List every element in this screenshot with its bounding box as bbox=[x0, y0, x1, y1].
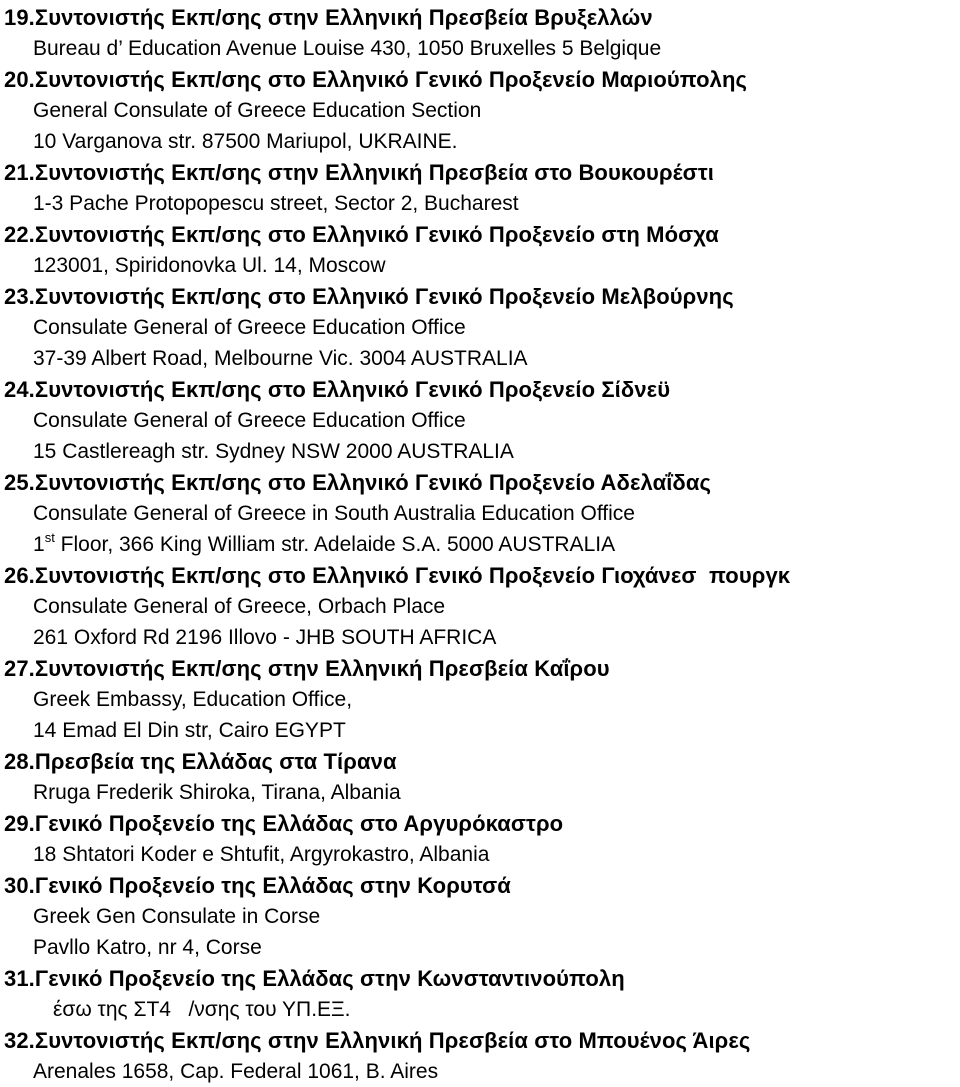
entry-heading bbox=[4, 560, 960, 591]
address-line: 18 Shtatori Koder e Shtufit, Argyrokastro, Albania bbox=[33, 843, 490, 866]
entry-title: Συντονιστής Εκπ/σης στην Ελληνική Πρεσβεία Βρυξελλών bbox=[34, 5, 653, 30]
address-entry-20 bbox=[4, 64, 960, 157]
address-line: έσω της ΣΤ4 /νσης του ΥΠ.ΕΞ. bbox=[53, 998, 351, 1021]
entry-heading bbox=[4, 467, 960, 498]
address-line: 14 Emad El Din str, Cairo EGYPT bbox=[33, 719, 346, 742]
entry-number: 19. bbox=[4, 5, 35, 30]
address-line: 261 Oxford Rd 2196 Illovo - JHB SOUTH AFRICA bbox=[33, 626, 497, 649]
entry-heading bbox=[4, 219, 960, 250]
address-line: Bureau d’ Education Avenue Louise 430, 1050 Bruxelles 5 Belgique bbox=[33, 37, 662, 60]
entry-heading bbox=[4, 1025, 960, 1056]
entry-number: 20. bbox=[4, 67, 35, 92]
entry-heading bbox=[4, 653, 960, 684]
address-line: 15 Castlereagh str. Sydney NSW 2000 AUSTRALIA bbox=[33, 440, 514, 463]
address-line: 1-3 Pache Protopopescu street, Sector 2, Bucharest bbox=[33, 192, 519, 215]
entry-title: Συντονιστής Εκπ/σης στο Ελληνικό Γενικό Προξενείο στη Μόσχα bbox=[34, 222, 719, 247]
address-line: Greek Embassy, Education Office, bbox=[33, 688, 353, 711]
address-entry-24 bbox=[4, 374, 960, 467]
entry-heading bbox=[4, 746, 960, 777]
address-line: Pavllo Katro, nr 4, Corse bbox=[33, 936, 262, 959]
entry-title: Συντονιστής Εκπ/σης στο Ελληνικό Γενικό Προξενείο Γιοχάνεσ πουργκ bbox=[34, 563, 791, 588]
address-entry-27 bbox=[4, 653, 960, 746]
address-entry-23 bbox=[4, 281, 960, 374]
floor-number: 1 bbox=[33, 533, 45, 556]
entry-number: 27. bbox=[4, 656, 35, 681]
address-line: Consulate General of Greece Education Office bbox=[33, 409, 466, 432]
entry-title: Συντονιστής Εκπ/σης στο Ελληνικό Γενικό Προξενείο Σίδνεϋ bbox=[34, 377, 671, 402]
entry-title: Γενικό Προξενείο της Ελλάδας στο Αργυρόκαστρο bbox=[34, 811, 564, 836]
entry-number: 23. bbox=[4, 284, 35, 309]
entry-heading bbox=[4, 374, 960, 405]
entry-title: Συντονιστής Εκπ/σης στο Ελληνικό Γενικό Προξενείο Μελβούρνης bbox=[34, 284, 734, 309]
address-line: 10 Varganova str. 87500 Mariupol, UKRAINE. bbox=[33, 130, 458, 153]
entry-heading bbox=[4, 963, 960, 994]
address-entry-26 bbox=[4, 560, 960, 653]
entry-title: Συντονιστής Εκπ/σης στην Ελληνική Πρεσβεία στο Βουκουρέστι bbox=[34, 160, 714, 185]
entry-title: Πρεσβεία της Ελλάδας στα Τίρανα bbox=[34, 749, 397, 774]
address-entry-28 bbox=[4, 746, 960, 808]
address-entry-25 bbox=[4, 467, 960, 560]
address-entry-30 bbox=[4, 870, 960, 963]
entry-title: Συντονιστής Εκπ/σης στην Ελληνική Πρεσβεία Καΐρου bbox=[34, 656, 610, 681]
entry-title: Γενικό Προξενείο της Ελλάδας στην Κωνσταντινούπολη bbox=[34, 966, 625, 991]
entry-heading bbox=[4, 64, 960, 95]
entry-heading bbox=[4, 157, 960, 188]
entry-heading bbox=[4, 808, 960, 839]
entry-number: 30. bbox=[4, 873, 35, 898]
address-entry-21 bbox=[4, 157, 960, 219]
entry-number: 32. bbox=[4, 1028, 35, 1053]
address-line: 37-39 Albert Road, Melbourne Vic. 3004 AUSTRALIA bbox=[33, 347, 528, 370]
address-line: Consulate General of Greece in South Australia Education Office bbox=[33, 502, 635, 525]
address-entry-32 bbox=[4, 1025, 960, 1087]
floor-address-text: Floor, 366 King William str. Adelaide S.A. 5000 AUSTRALIA bbox=[54, 533, 616, 556]
address-entry-31 bbox=[4, 963, 960, 1025]
address-line: General Consulate of Greece Education Section bbox=[33, 99, 482, 122]
entry-number: 28. bbox=[4, 749, 35, 774]
address-entry-19 bbox=[4, 2, 960, 64]
entry-title: Συντονιστής Εκπ/σης στο Ελληνικό Γενικό Προξενείο Μαριούπολης bbox=[34, 67, 748, 92]
entry-title: Γενικό Προξενείο της Ελλάδας στην Κορυτσά bbox=[34, 873, 511, 898]
address-line: Arenales 1658, Cap. Federal 1061, B. Aires bbox=[33, 1060, 439, 1083]
entry-heading bbox=[4, 281, 960, 312]
address-entry-22 bbox=[4, 219, 960, 281]
entry-heading bbox=[4, 870, 960, 901]
address-line: 123001, Spiridonovka Ul. 14, Moscow bbox=[33, 254, 386, 277]
entry-number: 29. bbox=[4, 811, 35, 836]
entry-title: Συντονιστής Εκπ/σης στην Ελληνική Πρεσβεία στο Μπουένος Άιρες bbox=[34, 1028, 751, 1053]
address-entry-29 bbox=[4, 808, 960, 870]
entry-heading bbox=[4, 2, 960, 33]
entry-number: 25. bbox=[4, 470, 35, 495]
address-line: Consulate General of Greece Education Office bbox=[33, 316, 466, 339]
entry-number: 26. bbox=[4, 563, 35, 588]
address-line: Consulate General of Greece, Orbach Place bbox=[33, 595, 446, 618]
address-line: Greek Gen Consulate in Corse bbox=[33, 905, 321, 928]
entry-number: 22. bbox=[4, 222, 35, 247]
entry-number: 21. bbox=[4, 160, 35, 185]
address-line: Rruga Frederik Shiroka, Tirana, Albania bbox=[33, 781, 401, 804]
address-line-floor bbox=[4, 529, 960, 560]
entry-title: Συντονιστής Εκπ/σης στο Ελληνικό Γενικό Προξενείο Αδελαΐδας bbox=[34, 470, 712, 495]
entry-number: 31. bbox=[4, 966, 35, 991]
floor-ordinal-suffix: st bbox=[44, 530, 55, 545]
entry-number: 24. bbox=[4, 377, 35, 402]
